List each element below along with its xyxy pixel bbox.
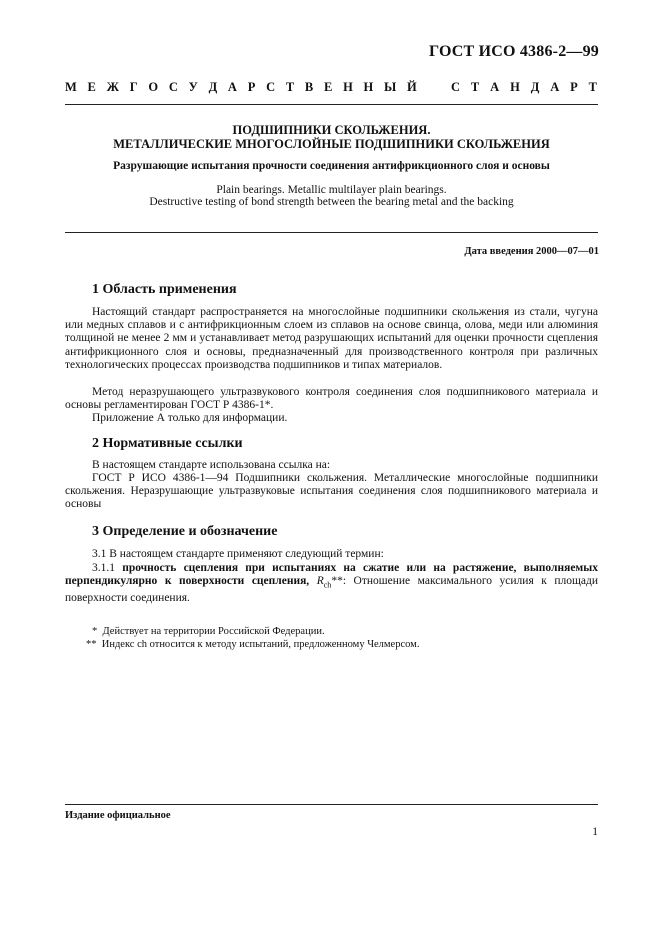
section-1-paragraph-2: Метод неразрушающего ультразвукового контроля соединения слоя подшипникового материала и основы регламентирован ГОСТ Р 4386-1*. [65, 386, 598, 412]
section-2-heading: 2 Нормативные ссылки [92, 436, 243, 451]
footnote-2 [86, 639, 419, 650]
standard-code: ГОСТ ИСО 4386-2—99 [428, 43, 599, 60]
interstate-word: М Е Ж Г О С У Д А Р С Т В Е Н Н Ы Й [65, 80, 417, 94]
official-edition: Издание официальное [65, 810, 171, 821]
footnote-1 [92, 626, 325, 637]
introduction-date: Дата введения 2000—07—01 [464, 246, 599, 257]
section-1-paragraph-3: Приложение А только для информации. [92, 412, 288, 424]
footnote-2-text: Индекс ch относится к методу испытаний, предложенному Челмерсом. [101, 639, 420, 650]
definition-symbol-index: ch [323, 580, 332, 590]
english-title-line-1: Plain bearings. Metallic multilayer plain bearings. [216, 184, 447, 196]
footnote-1-text: Действует на территории Российской Федерации. [102, 626, 325, 637]
english-title-line-2: Destructive testing of bond strength between the bearing metal and the backing [149, 196, 514, 208]
title-line-2: МЕТАЛЛИЧЕСКИЕ МНОГОСЛОЙНЫЕ ПОДШИПНИКИ СКОЛЬЖЕНИЯ [113, 137, 550, 151]
interstate-standard-banner [65, 80, 597, 95]
section-2-paragraph-2: ГОСТ Р ИСО 4386-1—94 Подшипники скольжения. Металлические многослойные подшипники скольжения. Неразрушающие ультразвуковые испытания соединения слоя подшипникового материала и основы [65, 472, 598, 511]
top-divider [65, 104, 598, 105]
section-3-definition [65, 562, 598, 605]
section-3-paragraph-1: 3.1 В настоящем стандарте применяют следующий термин: [92, 548, 384, 560]
bottom-divider [65, 804, 598, 805]
definition-symbol: R [316, 575, 324, 588]
definition-term: прочность сцепления при испытаниях на сжатие или на растяжение, выполняемых перпендикулярно к поверхности сцепления, [65, 562, 598, 588]
footnote-2-mark: ** [86, 639, 97, 650]
definition-number: 3.1.1 [92, 562, 115, 574]
standard-word: С Т А Н Д А Р Т [451, 80, 597, 94]
section-3-heading: 3 Определение и обозначение [92, 524, 278, 539]
title-divider [65, 232, 598, 233]
section-1-paragraph-1: Настоящий стандарт распространяется на многослойные подшипники скольжения из стали, чугуна или медных сплавов и с антифрикционным слоем из сплавов на основе свинца, олова, меди или алюминия толщиной не менее 2 мм и устанавливает метод разрушающих испытаний для оценки прочности сцепления антифрикционного слоя и основы, предназначенный для производственного контроля при различных технологических процессах производства подшипников и типах материалов. [65, 306, 598, 371]
definition-text: **: Отношение максимального усилия к площади поверхности соединения. [65, 575, 598, 604]
title-line-1: ПОДШИПНИКИ СКОЛЬЖЕНИЯ. [232, 123, 431, 137]
page-number: 1 [592, 826, 598, 838]
section-2-paragraph-1: В настоящем стандарте использована ссылка на: [92, 459, 331, 471]
title-subtitle: Разрушающие испытания прочности соединения антифрикционного слоя и основы [113, 160, 550, 172]
footnote-1-mark: * [92, 626, 98, 637]
section-1-heading: 1 Область применения [92, 282, 237, 297]
